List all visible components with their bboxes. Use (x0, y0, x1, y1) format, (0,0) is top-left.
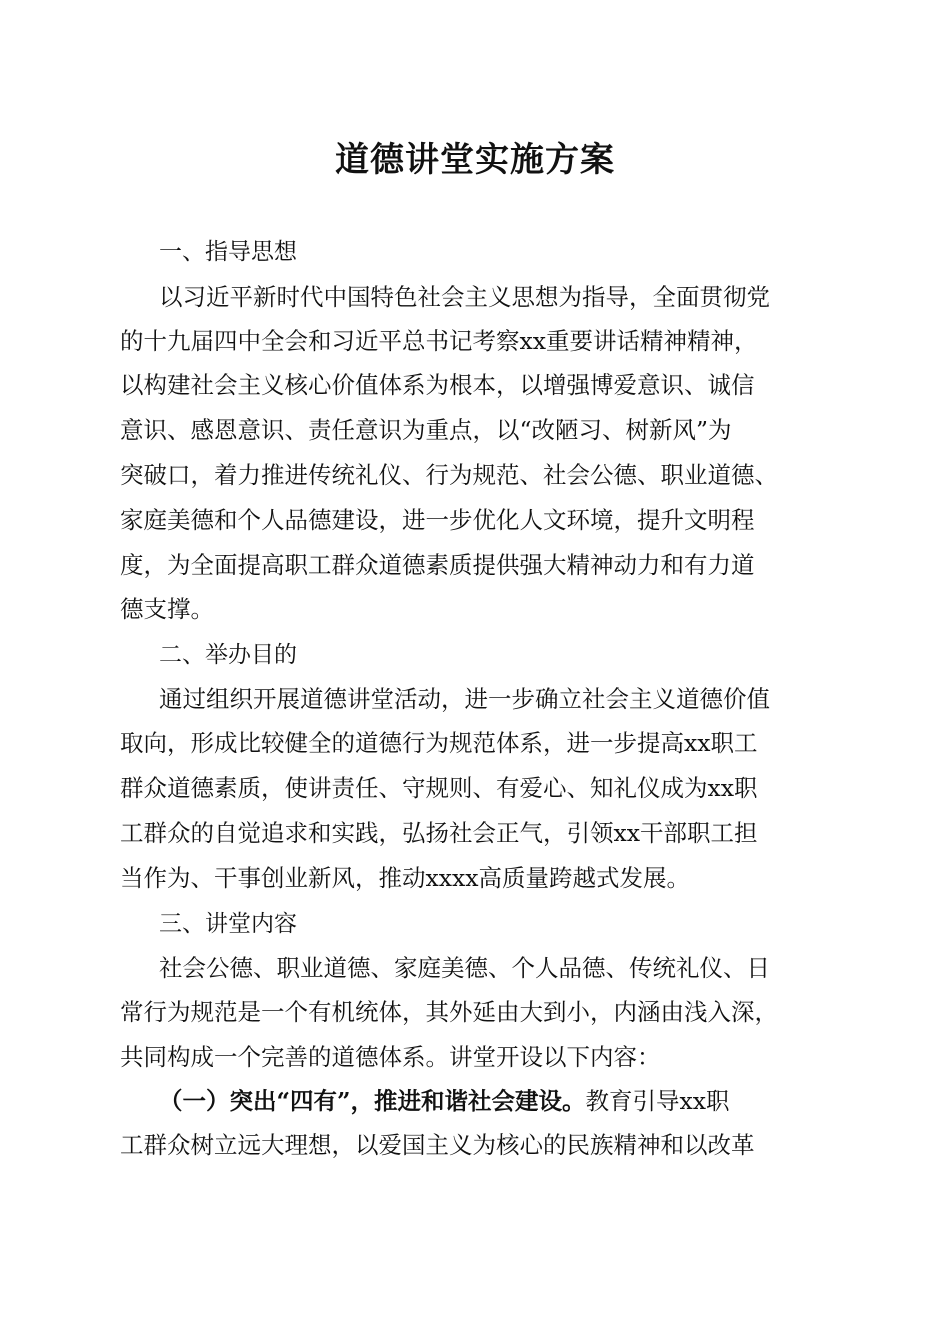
paragraph-line: 工群众树立远大理想，以爱国主义为核心的民族精神和以改革 (120, 1131, 755, 1159)
paragraph-line: 工群众的自觉追求和实践，弘扬社会正气，引领xx干部职工担 (120, 819, 758, 847)
paragraph-line: 德支撑。 (120, 595, 214, 623)
section-heading-2: 二、举办目的 (159, 642, 297, 668)
subsection-line-rest: 教育引导xx职 (585, 1087, 730, 1115)
paragraph-line: 社会公德、职业道德、家庭美德、个人品德、传统礼仪、日 (159, 954, 770, 982)
subsection-lead: （一）突出“四有”，推进和谐社会建设。 (159, 1087, 586, 1115)
paragraph-line: 意识、感恩意识、责任意识为重点，以“改陋习、树新风”为 (120, 416, 732, 444)
paragraph-line: 通过组织开展道德讲堂活动，进一步确立社会主义道德价值 (159, 685, 770, 713)
paragraph-line: 以习近平新时代中国特色社会主义思想为指导，全面贯彻党 (159, 283, 770, 311)
document-title: 道德讲堂实施方案 (335, 140, 615, 180)
paragraph-line: 突破口，着力推进传统礼仪、行为规范、社会公德、职业道德、 (120, 461, 778, 489)
paragraph-line: 家庭美德和个人品德建设，进一步优化人文环境，提升文明程 (120, 506, 755, 534)
paragraph-line: 度，为全面提高职工群众道德素质提供强大精神动力和有力道 (120, 551, 755, 579)
paragraph-line: 群众道德素质，使讲责任、守规则、有爱心、知礼仪成为xx职 (120, 774, 758, 802)
subsection-line (159, 1085, 730, 1117)
paragraph-line: 的十九届四中全会和习近平总书记考察xx重要讲话精神精神， (120, 327, 758, 355)
paragraph-line: 以构建社会主义核心价值体系为根本，以增强博爱意识、诚信 (120, 371, 755, 399)
paragraph-line: 取向，形成比较健全的道德行为规范体系，进一步提高xx职工 (120, 729, 758, 757)
paragraph-line: 共同构成一个完善的道德体系。讲堂开设以下内容： (120, 1043, 661, 1071)
paragraph-line: 当作为、干事创业新风，推动xxxx高质量跨越式发展。 (120, 864, 691, 892)
section-heading-3: 三、讲堂内容 (159, 911, 297, 937)
section-heading-1: 一、指导思想 (159, 239, 297, 265)
paragraph-line: 常行为规范是一个有机统体，其外延由大到小，内涵由浅入深， (120, 998, 778, 1026)
